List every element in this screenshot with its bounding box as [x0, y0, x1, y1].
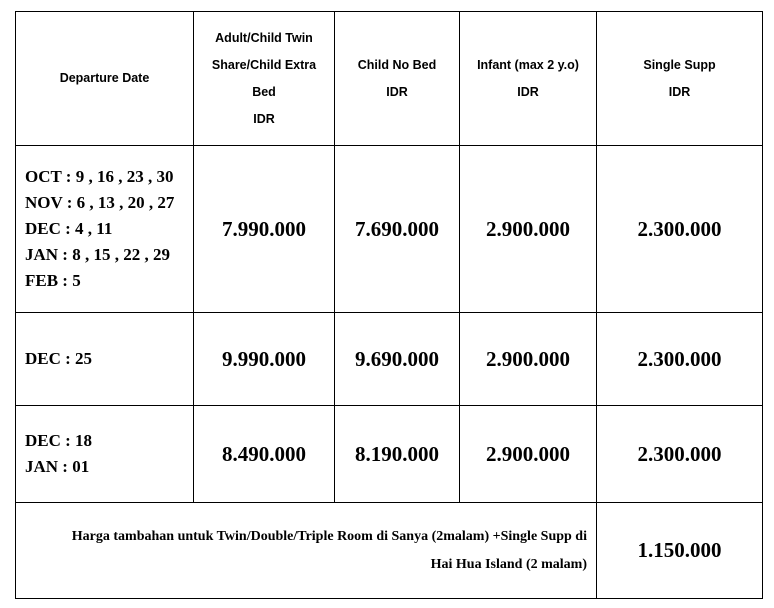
extra-charge-note-line: Hai Hua Island (2 malam) — [430, 556, 587, 572]
header-row — [16, 12, 763, 146]
departure-dates-cell — [16, 313, 194, 406]
departure-date-line: DEC : 4 , 11 — [25, 219, 113, 238]
table-row — [16, 146, 763, 313]
infant-price-cell: 2.900.000 — [460, 313, 597, 406]
child-no-bed-price-cell: 8.190.000 — [335, 406, 460, 503]
departure-dates-cell — [16, 406, 194, 503]
departure-date-line: FEB : 5 — [25, 271, 81, 290]
table-row — [16, 313, 763, 406]
price-table — [15, 11, 763, 599]
departure-dates-cell — [16, 146, 194, 313]
header-adult-line: Share/Child Extra — [211, 57, 317, 72]
extra-charge-price-cell: 1.150.000 — [597, 503, 763, 599]
header-single-supp-text: Single Supp — [643, 57, 716, 72]
adult-price-cell: 8.490.000 — [194, 406, 335, 503]
header-child-no-bed-text: Child No Bed — [357, 57, 437, 72]
single-supp-price-cell: 2.300.000 — [597, 146, 763, 313]
departure-date-line: JAN : 01 — [25, 457, 90, 476]
departure-date-line: NOV : 6 , 13 , 20 , 27 — [25, 193, 175, 212]
header-child-no-bed-currency: IDR — [386, 84, 408, 99]
header-adult-line: Bed — [252, 84, 276, 99]
child-no-bed-price-cell: 7.690.000 — [335, 146, 460, 313]
single-supp-price-cell: 2.300.000 — [597, 313, 763, 406]
departure-date-line: DEC : 25 — [25, 349, 93, 368]
infant-price-cell: 2.900.000 — [460, 406, 597, 503]
single-supp-price-cell: 2.300.000 — [597, 406, 763, 503]
infant-price-cell: 2.900.000 — [460, 146, 597, 313]
adult-price-cell: 7.990.000 — [194, 146, 335, 313]
extra-charge-note-line: Harga tambahan untuk Twin/Double/Triple Room di Sanya (2malam) +Single Supp di — [71, 528, 587, 544]
extra-charge-note — [16, 503, 597, 599]
header-single-supp — [597, 12, 763, 146]
table-row — [16, 406, 763, 503]
header-departure-text: Departure Date — [59, 71, 150, 85]
header-infant — [460, 12, 597, 146]
header-adult-line: Adult/Child Twin — [215, 30, 313, 45]
header-single-supp-currency: IDR — [668, 84, 691, 99]
footer-row — [16, 503, 763, 599]
header-child-no-bed — [335, 12, 460, 146]
departure-date-line: OCT : 9 , 16 , 23 , 30 — [25, 167, 174, 186]
departure-date-line: DEC : 18 — [25, 431, 93, 450]
header-infant-text: Infant (max 2 y.o) — [477, 57, 579, 72]
header-infant-currency: IDR — [517, 84, 539, 99]
departure-date-line: JAN : 8 , 15 , 22 , 29 — [25, 245, 170, 264]
adult-price-cell: 9.990.000 — [194, 313, 335, 406]
child-no-bed-price-cell: 9.690.000 — [335, 313, 460, 406]
header-departure-date — [16, 12, 194, 146]
header-adult-child-twin — [194, 12, 335, 146]
header-adult-currency: IDR — [253, 111, 275, 126]
